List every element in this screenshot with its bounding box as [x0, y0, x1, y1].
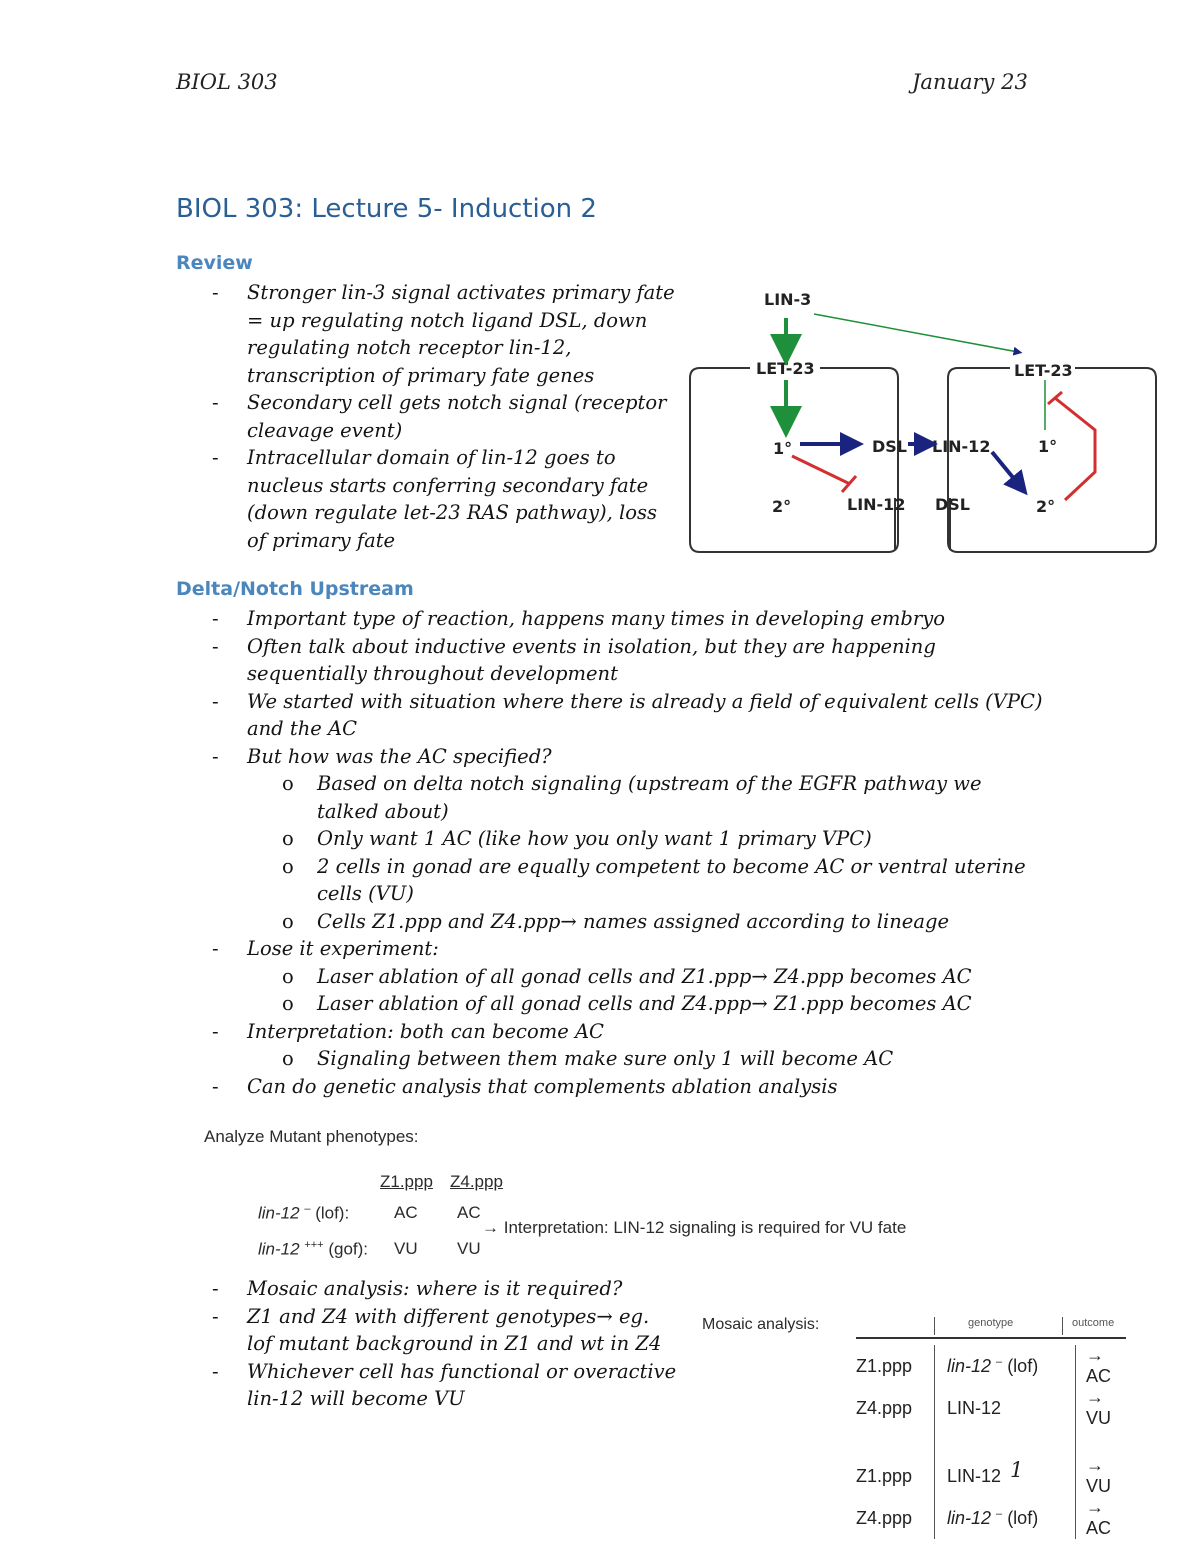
mosaic-rows — [856, 1345, 1126, 1539]
table-row: Z4.ppp LIN-12 → VU — [856, 1387, 1126, 1429]
list-item: - Interpretation: both can become AC — [212, 1019, 604, 1043]
lin3-to-let23-right-arrow — [814, 314, 1018, 352]
primary-inhibits-lin12 — [792, 456, 850, 484]
header-course: BIOL 303 — [176, 70, 278, 94]
list-item: o Laser ablation of all gonad cells and Z1.ppp→ Z4.ppp becomes AC — [282, 964, 972, 988]
list-item: - Can do genetic analysis that complements ablation analysis — [212, 1074, 838, 1098]
delta-notch-list — [212, 605, 1147, 1100]
list-item: - Intracellular domain of lin-12 goes to — [212, 446, 616, 469]
review-heading: Review — [176, 252, 253, 274]
let23-right-label: LET-23 — [1014, 361, 1073, 380]
list-item: o Cells Z1.ppp and Z4.ppp→ names assigned according to lineage — [282, 909, 949, 933]
table-row: Z1.ppp LIN-12 → VU — [856, 1455, 1126, 1497]
lin3-label: LIN-3 — [764, 290, 812, 309]
list-item: o Signaling between them make sure only 1 will become AC — [282, 1047, 894, 1070]
page-number: 1 — [1010, 1458, 1024, 1482]
secondary-right-label: 2° — [1036, 497, 1056, 516]
list-item: o Only want 1 AC (like how you only want 1 primary VPC) — [282, 827, 872, 850]
list-item: = up regulating notch ligand DSL, down — [247, 308, 648, 332]
lin12-left-label: LIN-12 — [847, 495, 906, 514]
list-item: o Laser ablation of all gonad cells and Z4.ppp→ Z1.ppp becomes AC — [282, 992, 972, 1015]
list-item: sequentially throughout development — [247, 662, 618, 685]
list-item: of primary fate — [247, 528, 396, 552]
right-cell-outline — [948, 368, 1156, 552]
list-item: cells (VU) — [317, 882, 414, 905]
mutant-col-z4: Z4.ppp — [450, 1172, 503, 1191]
list-item: (down regulate let-23 RAS pathway), loss — [247, 501, 657, 524]
list-item: - We started with situation where there is already a field of equivalent cells (VPC) — [212, 689, 1043, 713]
page-title: BIOL 303: Lecture 5- Induction 2 — [176, 194, 597, 224]
list-item: - Stronger lin-3 signal activates primary fate — [212, 281, 675, 304]
secondary-left-label: 2° — [772, 497, 792, 516]
list-item: nucleus starts conferring secondary fate — [247, 473, 649, 497]
signaling-diagram — [680, 280, 1170, 570]
list-item: - Often talk about inductive events in isolation, but they are happening — [212, 634, 936, 658]
list-item: - Z1 and Z4 with different genotypes→ eg. — [212, 1304, 650, 1328]
mutant-interpretation: → Interpretation: LIN-12 signaling is required for VU fate — [482, 1218, 907, 1237]
mosaic-table — [856, 1315, 1126, 1539]
list-item: transcription of primary fate genes — [247, 363, 595, 387]
lin12-to-secondary-arrow — [992, 452, 1020, 486]
list-item: - Lose it experiment: — [212, 937, 439, 960]
table-row: Z4.ppp lin-12 – (lof) → AC — [856, 1497, 1126, 1539]
list-item: - Mosaic analysis: where is it required? — [212, 1277, 623, 1300]
mutant-lof-z1: AC — [394, 1203, 418, 1222]
left-cell-outline — [690, 368, 898, 552]
mutant-gof-z1: VU — [394, 1239, 418, 1258]
mosaic-col-genotype: genotype — [968, 1317, 1014, 1329]
list-item: cleavage event) — [247, 418, 403, 442]
delta-notch-heading: Delta/Notch Upstream — [176, 578, 414, 600]
mutant-lof-z4: AC — [457, 1203, 481, 1222]
mosaic-list — [212, 1275, 687, 1413]
dsl-right-label: DSL — [935, 495, 970, 514]
list-item: o 2 cells in gonad are equally competent to become AC or ventral uterine — [282, 854, 1026, 878]
list-item: o Based on delta notch signaling (upstream of the EGFR pathway we — [282, 772, 982, 795]
mutant-gof-z4: VU — [457, 1239, 481, 1258]
list-item: - Important type of reaction, happens many times in developing embryo — [212, 607, 945, 630]
secondary-inhibits-let23 — [1055, 398, 1095, 500]
mosaic-table-heading: Mosaic analysis: — [702, 1316, 820, 1333]
mutant-col-z1: Z1.ppp — [380, 1172, 433, 1191]
dsl-left-label: DSL — [872, 437, 907, 456]
mutant-row-gof: lin-12 +++ (gof): — [258, 1239, 369, 1259]
primary-left-label: 1° — [773, 439, 793, 458]
list-item: talked about) — [317, 799, 449, 823]
mutant-row-lof: lin-12 – (lof): — [258, 1203, 350, 1223]
list-item: regulating notch receptor lin-12, — [247, 336, 572, 359]
list-item: - Secondary cell gets notch signal (receptor — [212, 391, 667, 414]
list-item: lin-12 will become VU — [247, 1387, 465, 1410]
lin12-right-label: LIN-12 — [932, 437, 991, 456]
mutant-heading: Analyze Mutant phenotypes: — [204, 1127, 419, 1146]
table-row: Z1.ppp lin-12 – (lof) → AC — [856, 1345, 1126, 1387]
review-list — [212, 279, 687, 554]
header-date: January 23 — [912, 70, 1028, 94]
primary-right-label: 1° — [1038, 437, 1058, 456]
list-item: and the AC — [247, 717, 358, 740]
list-item: - Whichever cell has functional or overactive — [212, 1359, 677, 1383]
list-item: lof mutant background in Z1 and wt in Z4 — [247, 1332, 662, 1355]
mosaic-col-outcome: outcome — [1072, 1317, 1115, 1329]
list-item: - But how was the AC specified? — [212, 744, 552, 768]
let23-left-label: LET-23 — [756, 359, 815, 378]
